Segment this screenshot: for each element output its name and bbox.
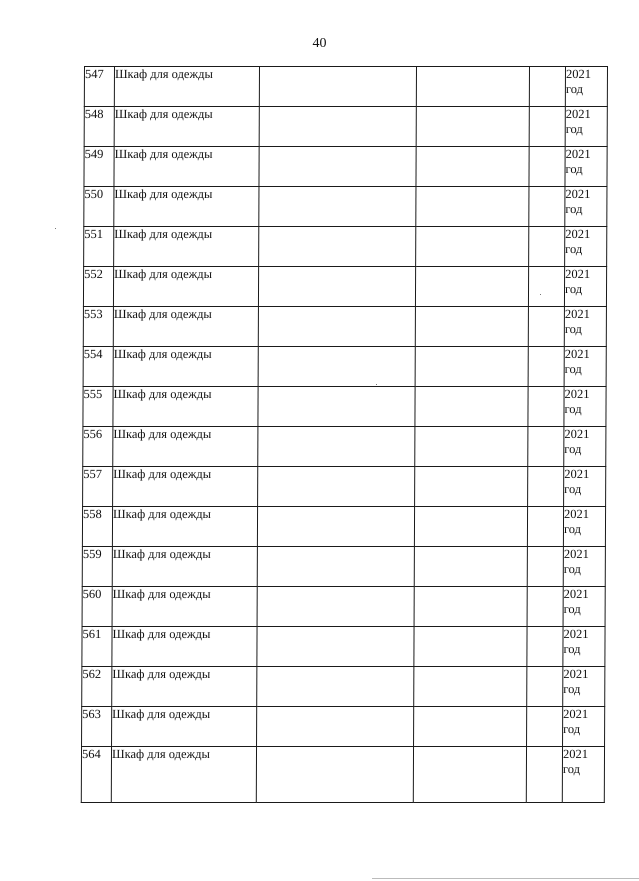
blank-cell-c: [529, 227, 565, 267]
table-row: [84, 107, 607, 147]
blank-cell-b: [415, 267, 528, 307]
year-value: 2021: [562, 747, 589, 761]
year-unit: год: [563, 642, 581, 656]
item-name-cell: Шкаф для одежды: [114, 227, 259, 267]
year-value: 2021: [565, 67, 591, 81]
blank-cell-c: [529, 107, 565, 147]
row-number-cell: 561: [82, 627, 112, 667]
table-row: [82, 547, 605, 587]
year-unit: год: [564, 322, 582, 336]
year-cell: [563, 547, 605, 587]
year-value: 2021: [563, 627, 589, 641]
blank-cell-b: [414, 507, 527, 547]
scan-speck: [55, 228, 56, 229]
year-value: 2021: [564, 387, 590, 401]
year-value: 2021: [564, 427, 590, 441]
blank-cell-b: [414, 547, 527, 587]
scan-edge-line: [372, 878, 639, 879]
year-unit: год: [563, 602, 581, 616]
blank-cell-b: [415, 427, 528, 467]
table-row: [83, 427, 606, 467]
year-value: 2021: [563, 547, 589, 561]
table-row: [82, 707, 605, 747]
year-value: 2021: [564, 347, 590, 361]
blank-cell-b: [416, 187, 529, 227]
row-number-cell: 564: [81, 747, 111, 803]
blank-cell-b: [414, 707, 527, 747]
blank-cell-c: [527, 587, 563, 627]
year-unit: год: [564, 362, 582, 376]
row-number-cell: 554: [83, 347, 113, 387]
inventory-table: [81, 66, 608, 803]
table-row: [84, 227, 607, 267]
item-name-cell: Шкаф для одежды: [113, 467, 258, 507]
blank-cell-c: [527, 547, 563, 587]
year-cell: [562, 747, 604, 803]
blank-cell-c: [528, 427, 564, 467]
blank-cell-a: [258, 387, 415, 427]
blank-cell-a: [257, 587, 414, 627]
year-cell: [563, 667, 605, 707]
year-cell: [564, 307, 606, 347]
blank-cell-a: [259, 187, 416, 227]
blank-cell-a: [256, 747, 413, 803]
blank-cell-b: [414, 667, 527, 707]
item-name-cell: Шкаф для одежды: [111, 747, 256, 803]
table-row: [83, 467, 606, 507]
year-unit: год: [564, 402, 582, 416]
year-unit: год: [563, 522, 582, 536]
row-number-cell: 562: [82, 667, 112, 707]
blank-cell-a: [259, 147, 416, 187]
year-cell: [565, 147, 607, 187]
table-row: [82, 667, 605, 707]
table-row: [82, 627, 605, 667]
year-value: 2021: [563, 667, 589, 681]
row-number-cell: 555: [83, 387, 113, 427]
item-name-cell: Шкаф для одежды: [112, 707, 257, 747]
row-number-cell: 547: [84, 67, 114, 107]
blank-cell-c: [527, 507, 563, 547]
blank-cell-c: [528, 267, 564, 307]
row-number-cell: 548: [84, 107, 114, 147]
row-number-cell: 553: [83, 307, 113, 347]
item-name-cell: Шкаф для одежды: [113, 387, 258, 427]
year-cell: [563, 627, 605, 667]
year-cell: [564, 427, 606, 467]
blank-cell-c: [527, 707, 563, 747]
table-row: [83, 267, 606, 307]
year-unit: год: [565, 242, 583, 256]
row-number-cell: 560: [82, 587, 112, 627]
blank-cell-b: [415, 307, 528, 347]
year-cell: [565, 227, 607, 267]
year-value: 2021: [564, 507, 590, 521]
row-number-cell: 556: [83, 427, 113, 467]
year-cell: [565, 187, 607, 227]
blank-cell-a: [257, 667, 414, 707]
year-unit: год: [563, 682, 581, 696]
item-name-cell: Шкаф для одежды: [113, 307, 258, 347]
row-number-cell: 552: [83, 267, 113, 307]
row-number-cell: 549: [84, 147, 114, 187]
table-row: [84, 67, 607, 107]
year-cell: [564, 387, 606, 427]
blank-cell-c: [529, 147, 565, 187]
item-name-cell: Шкаф для одежды: [113, 427, 258, 467]
year-value: 2021: [565, 147, 591, 161]
blank-cell-b: [415, 347, 528, 387]
table-row: [82, 587, 605, 627]
item-name-cell: Шкаф для одежды: [112, 627, 257, 667]
row-number-cell: 551: [84, 227, 114, 267]
blank-cell-a: [258, 347, 415, 387]
row-number-cell: 558: [82, 507, 112, 547]
table-row: [83, 307, 606, 347]
item-name-cell: Шкаф для одежды: [114, 107, 259, 147]
blank-cell-c: [528, 467, 564, 507]
item-name-cell: Шкаф для одежды: [112, 667, 257, 707]
table-row: [83, 387, 606, 427]
year-unit: год: [564, 482, 582, 496]
year-cell: [563, 587, 605, 627]
blank-cell-b: [415, 387, 528, 427]
year-unit: год: [564, 442, 582, 456]
year-unit: год: [565, 202, 583, 216]
year-unit: год: [565, 122, 583, 136]
item-name-cell: Шкаф для одежды: [112, 587, 257, 627]
blank-cell-b: [416, 147, 529, 187]
year-value: 2021: [565, 187, 591, 201]
year-cell: [565, 107, 607, 147]
year-unit: год: [563, 562, 581, 576]
year-cell: [564, 467, 606, 507]
blank-cell-c: [527, 627, 563, 667]
blank-cell-c: [528, 307, 564, 347]
blank-cell-b: [414, 627, 527, 667]
blank-cell-b: [414, 587, 527, 627]
blank-cell-b: [416, 107, 529, 147]
blank-cell-a: [259, 67, 416, 107]
year-cell: [564, 347, 606, 387]
blank-cell-a: [258, 467, 415, 507]
item-name-cell: Шкаф для одежды: [114, 147, 259, 187]
year-value: 2021: [563, 587, 589, 601]
table-row: [81, 747, 604, 803]
year-value: 2021: [565, 107, 591, 121]
blank-cell-c: [529, 67, 565, 107]
item-name-cell: Шкаф для одежды: [114, 187, 259, 227]
blank-cell-b: [416, 67, 529, 107]
year-cell: [565, 67, 607, 107]
blank-cell-c: [528, 387, 564, 427]
blank-cell-a: [257, 707, 414, 747]
blank-cell-b: [416, 227, 529, 267]
year-unit: год: [564, 282, 583, 296]
row-number-cell: 557: [83, 467, 113, 507]
row-number-cell: 550: [84, 187, 114, 227]
row-number-cell: 559: [82, 547, 112, 587]
year-cell: [564, 267, 606, 307]
blank-cell-c: [526, 747, 562, 803]
year-value: 2021: [565, 267, 591, 281]
item-name-cell: Шкаф для одежды: [114, 67, 259, 107]
table-row: [82, 507, 605, 547]
table-row: [84, 147, 607, 187]
blank-cell-a: [258, 307, 415, 347]
scan-speck: [540, 294, 541, 295]
row-number-cell: 563: [82, 707, 112, 747]
blank-cell-c: [529, 187, 565, 227]
item-name-cell: Шкаф для одежды: [113, 347, 258, 387]
year-unit: год: [565, 162, 583, 176]
item-name-cell: Шкаф для одежды: [112, 507, 257, 547]
blank-cell-a: [257, 627, 414, 667]
item-name-cell: Шкаф для одежды: [113, 267, 258, 307]
year-value: 2021: [564, 467, 590, 481]
blank-cell-a: [258, 267, 415, 307]
blank-cell-b: [413, 747, 526, 803]
scan-speck: [376, 384, 377, 385]
year-cell: [563, 707, 605, 747]
year-value: 2021: [565, 227, 591, 241]
blank-cell-c: [528, 347, 564, 387]
year-unit: год: [563, 722, 581, 736]
blank-cell-a: [259, 227, 416, 267]
blank-cell-c: [527, 667, 563, 707]
year-unit: год: [565, 82, 584, 96]
page-number: 40: [312, 36, 327, 51]
year-value: 2021: [563, 707, 589, 721]
blank-cell-a: [257, 547, 414, 587]
blank-cell-b: [415, 467, 528, 507]
table-row: [84, 187, 607, 227]
inventory-table-body: [81, 67, 607, 803]
year-value: 2021: [564, 307, 590, 321]
blank-cell-a: [258, 427, 415, 467]
table-row: [83, 347, 606, 387]
blank-cell-a: [257, 507, 414, 547]
item-name-cell: Шкаф для одежды: [112, 547, 257, 587]
year-unit: год: [562, 762, 581, 776]
blank-cell-a: [259, 107, 416, 147]
year-cell: [563, 507, 605, 547]
